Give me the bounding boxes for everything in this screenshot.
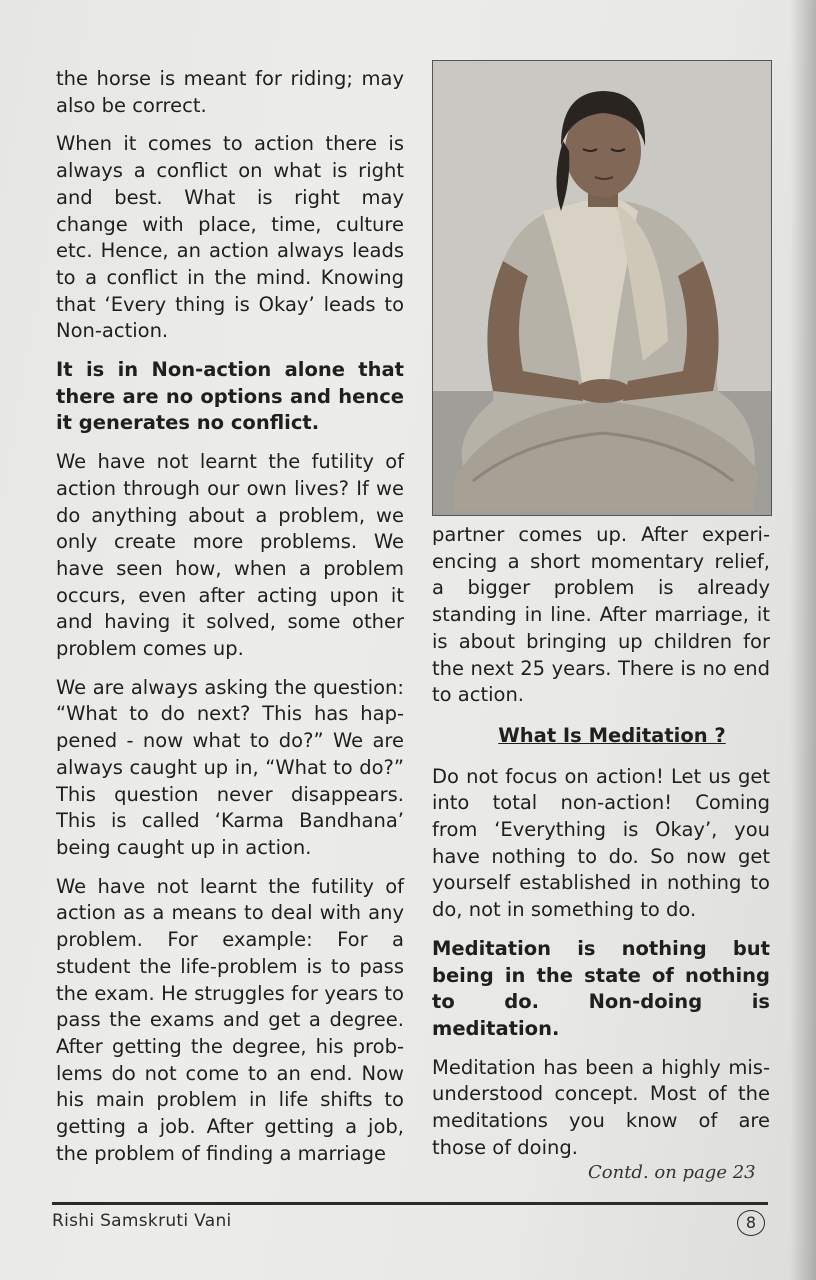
- bold-paragraph: It is in Non-action alone that there are no options and hence it generates no conflict.: [56, 358, 404, 435]
- bold-paragraph: Meditation is nothing but being in the state of nothing to do. Non-doing is meditation.: [432, 936, 770, 1040]
- paragraph: partner comes up. After experi-encing a short momentary relief, a bigger problem is already standing in line. After marriage, it is about bringing up children for the next 25 years. There is no end to action.: [432, 523, 770, 707]
- section-heading: What Is Meditation ?: [498, 723, 726, 747]
- footer-divider: [52, 1202, 768, 1205]
- right-column: [432, 522, 770, 1173]
- page-number: 8: [737, 1210, 765, 1236]
- paragraph: Meditation has been a highly mis-understood concept. Most of the meditations you know of are those of doing.: [432, 1055, 770, 1159]
- meditation-photo: [432, 60, 772, 516]
- paragraph: the horse is meant for riding; may also be correct.: [56, 67, 404, 117]
- paragraph: We have not learnt the futility of action as a means to deal with any problem. For example: For a student the life-problem is to pass the exam. He struggles for years to pass the exams and get a degree. After getting the degree, his prob-lems do not come to an end. Now his main problem in life shifts to getting a job. After getting a job, the problem of finding a marriage: [56, 874, 404, 1165]
- continued-note: Contd. on page 23: [588, 1162, 756, 1183]
- publication-title: Rishi Samskruti Vani: [52, 1211, 232, 1231]
- paragraph: When it comes to action there is always a conflict on what is right and best. What is right may change with place, time, culture etc. Hence, an action always leads to a conflict in the mind. Knowing that ‘Every thing is Okay’ leads to Non-action.: [56, 132, 404, 343]
- paragraph: We have not learnt the futility of action through our own lives? If we do anything about a problem, we only create more problems. We have seen how, when a problem occurs, even after acting upon it and having it solved, some other problem comes up.: [56, 450, 404, 661]
- left-column: [56, 66, 404, 1179]
- page-edge-shadow: [790, 0, 816, 1280]
- paragraph: Do not focus on action! Let us get into total non-action! Coming from ‘Everything is Okay’, you have nothing to do. So now get yourself established in nothing to do, not in something to do.: [432, 764, 770, 922]
- paragraph: We are always asking the question: “What to do next? This has hap-pened - now what to do?” We are always caught up in, “What to do?” This question never disappears. This is called ‘Karma Bandhana’ being caught up in action.: [56, 675, 404, 859]
